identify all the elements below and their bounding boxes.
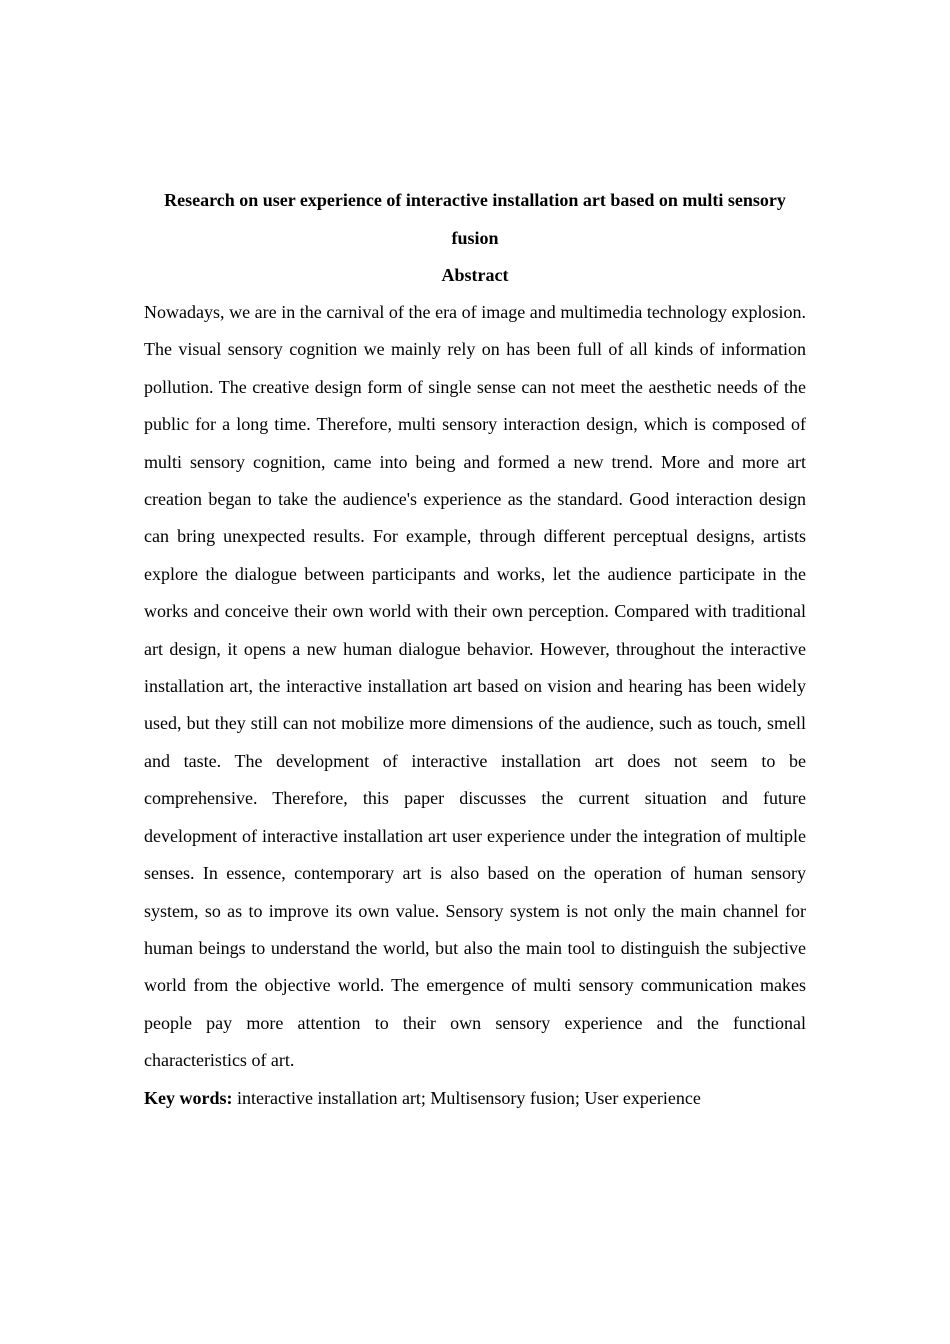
paper-content [144,182,806,1117]
keywords-text: interactive installation art; Multisensory fusion; User experience [237,1087,701,1108]
keywords-line [144,1080,806,1117]
abstract-body: Nowadays, we are in the carnival of the era of image and multimedia technology explosion. The visual sensory cognition we mainly rely on has been full of all kinds of information pollution. The creative design form of single sense can not meet the aesthetic needs of the public for a long time. Therefore, multi sensory interaction design, which is composed of multi sensory cognition, came into being and formed a new trend. More and more art creation began to take the audience's experience as the standard. Good interaction design can bring unexpected results. For example, through different perceptual designs, artists explore the dialogue between participants and works, let the audience participate in the works and conceive their own world with their own perception. Compared with traditional art design, it opens a new human dialogue behavior. However, throughout the interactive installation art, the interactive installation art based on vision and hearing has been widely used, but they still can not mobilize more dimensions of the audience, such as touch, smell and taste. The development of interactive installation art does not seem to be comprehensive. Therefore, this paper discusses the current situation and future development of interactive installation art user experience under the integration of multiple senses. In essence, contemporary art is also based on the operation of human sensory system, so as to improve its own value. Sensory system is not only the main channel for human beings to understand the world, but also the main tool to distinguish the subjective world from the objective world. The emergence of multi sensory communication makes people pay more attention to their own sensory experience and the functional characteristics of art. [144,302,806,1071]
abstract-heading: Abstract [441,265,509,285]
keywords-label: Key words: [144,1087,233,1108]
paper-title: Research on user experience of interactive installation art based on multi sensory fusion [164,190,786,248]
